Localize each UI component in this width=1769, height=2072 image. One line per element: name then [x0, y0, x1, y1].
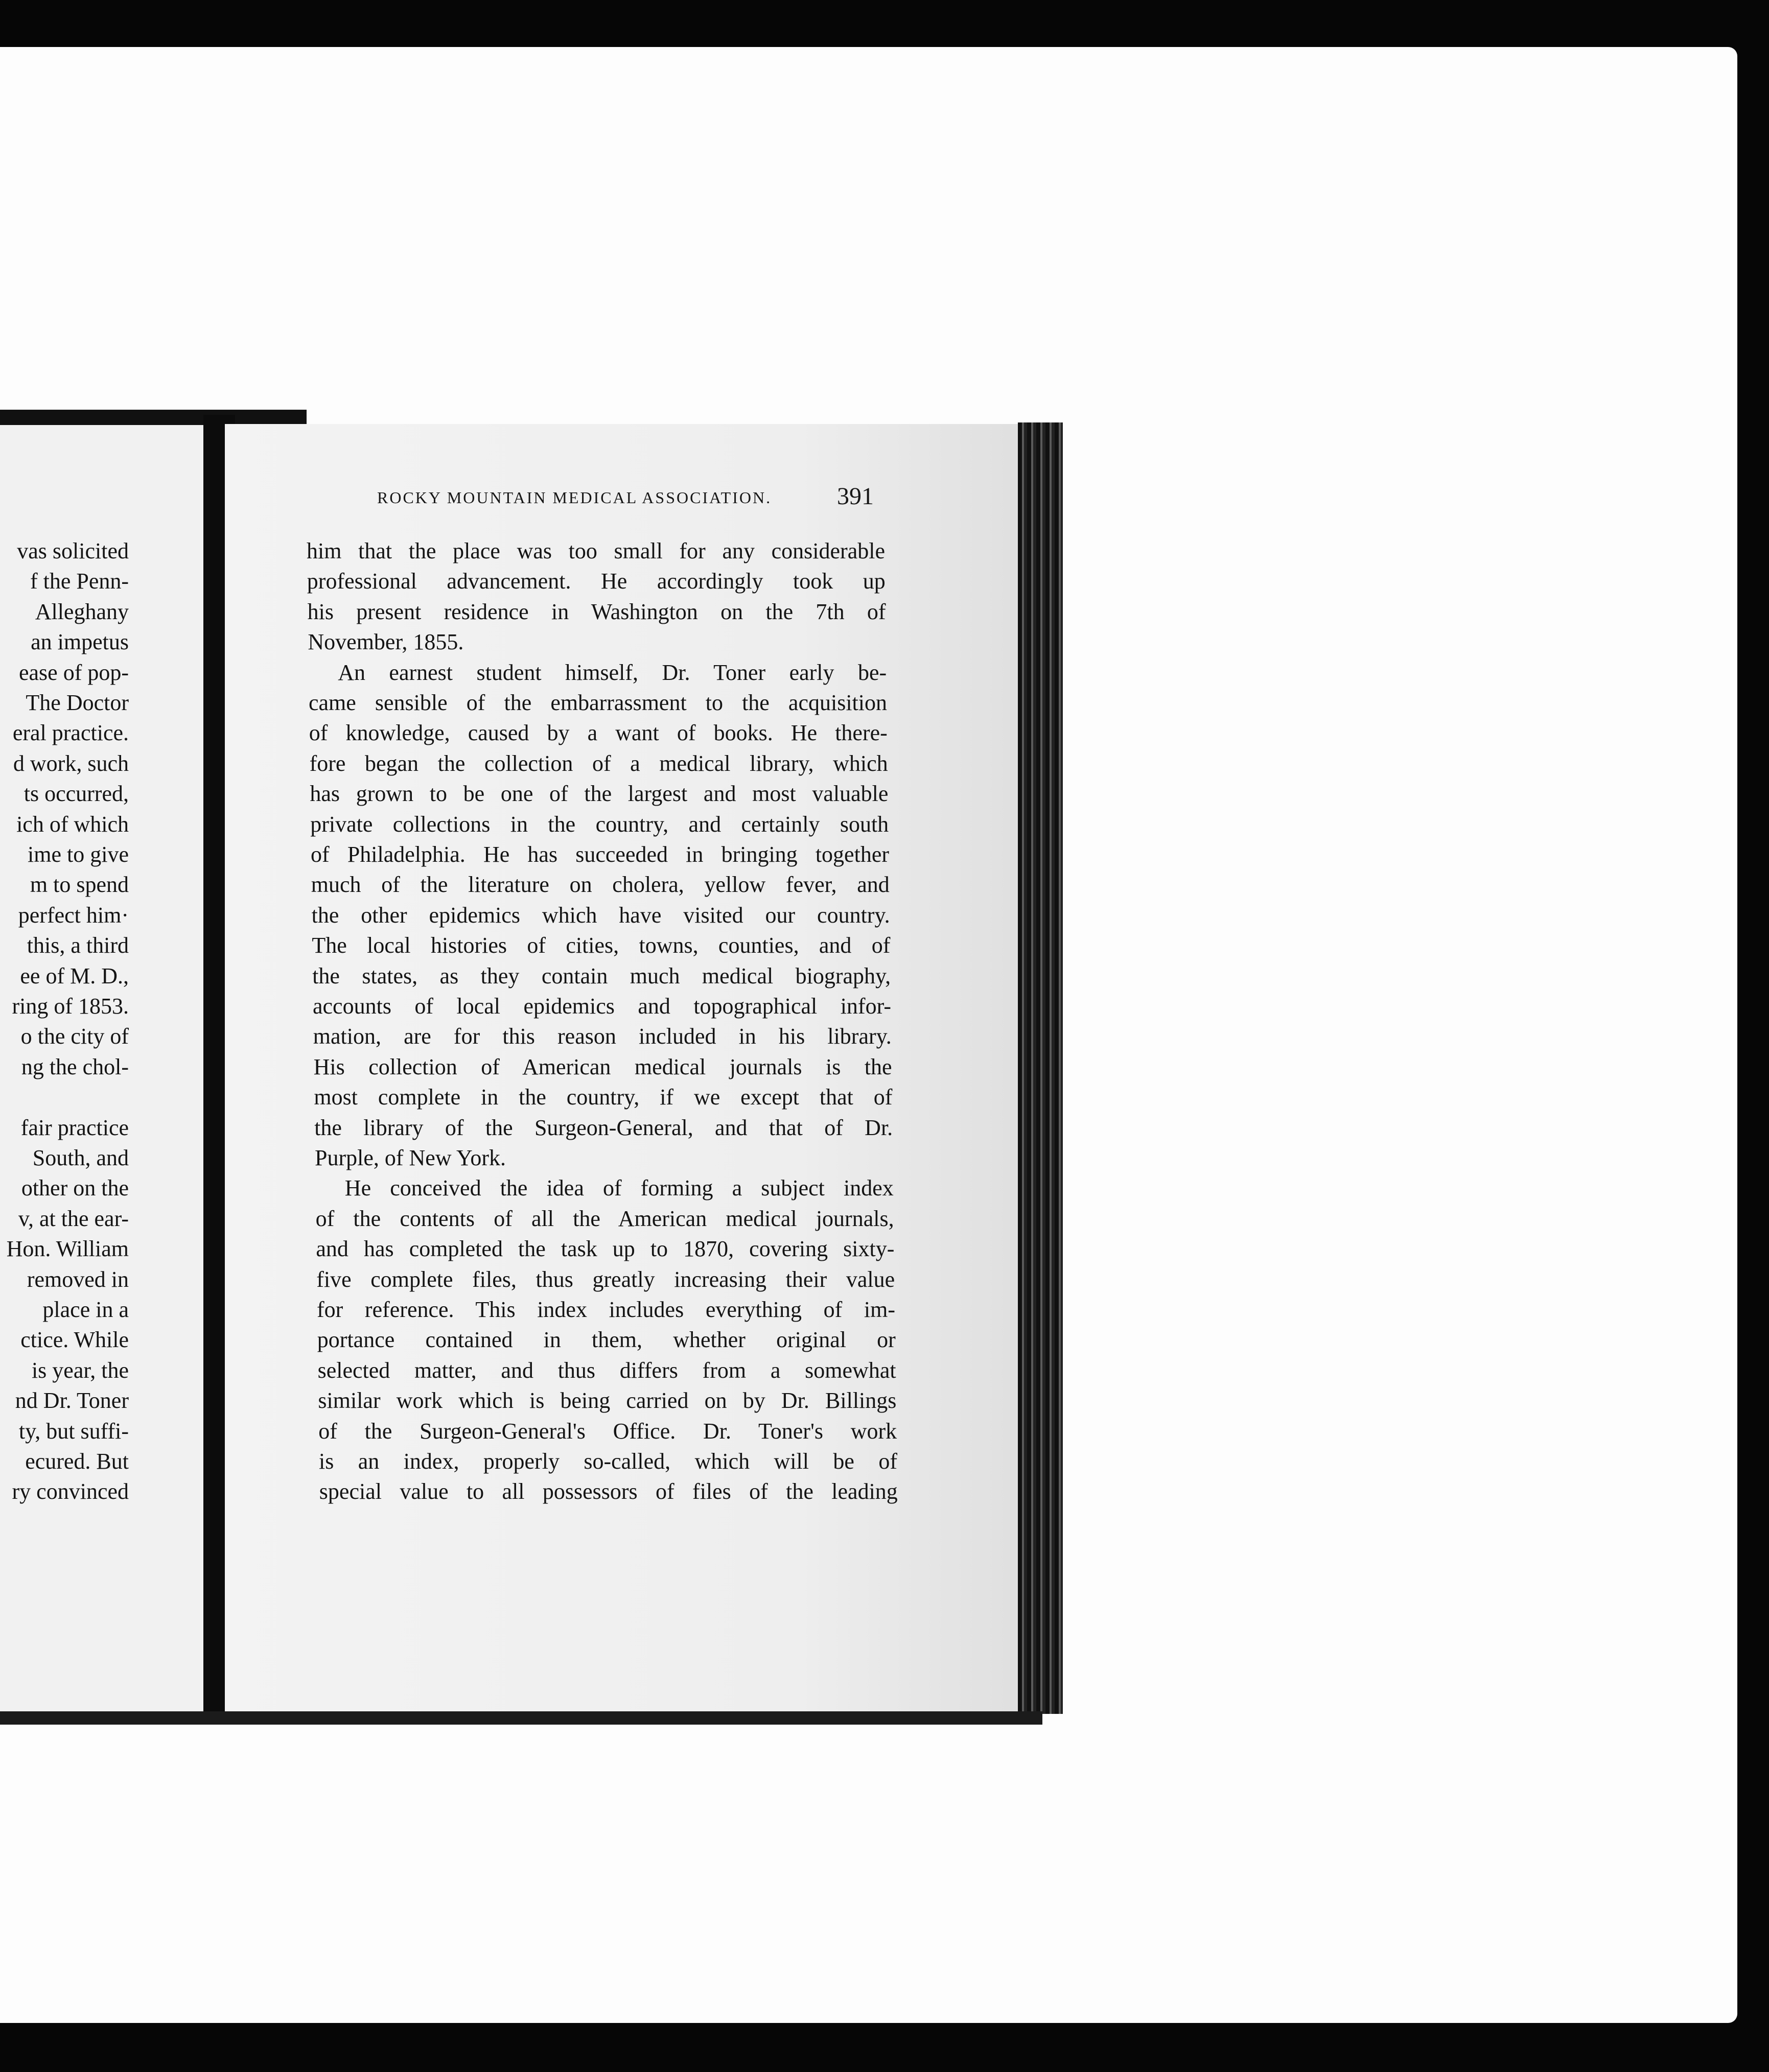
left-page-line: this, a third	[27, 933, 129, 958]
right-page-line: special value to all possessors of files of the leading	[319, 1479, 898, 1504]
right-page-line: private collections in the country, and certainly south	[310, 811, 889, 837]
right-page-line: An earnest student himself, Dr. Toner early be-	[338, 660, 887, 685]
left-page-line: ich of which	[16, 811, 129, 837]
left-page-line: v, at the ear-	[18, 1206, 129, 1231]
left-page-line: ee of M. D.,	[20, 963, 129, 988]
right-page-line: came sensible of the embarrassment to the acquisition	[309, 690, 887, 715]
right-page-line: He conceived the idea of forming a subject index	[344, 1175, 894, 1201]
right-page-line: is an index, properly so-called, which will be of	[319, 1449, 897, 1474]
right-page-line: of the Surgeon-General's Office. Dr. Toner's work	[318, 1418, 897, 1444]
left-page-line: ctice. While	[20, 1327, 129, 1353]
right-page-line: five complete files, thus greatly increasing their value	[316, 1266, 895, 1292]
left-page-line: is year, the	[31, 1357, 129, 1383]
left-page-line: Alleghany	[35, 599, 129, 624]
left-page-line: o the city of	[20, 1024, 129, 1049]
right-page-line: professional advancement. He accordingly took up	[307, 569, 886, 594]
left-page-line: an impetus	[31, 629, 129, 655]
left-page-line: eral practice.	[12, 720, 129, 746]
left-page-line: ring of 1853.	[12, 994, 129, 1019]
book-cover-bottom-edge	[0, 1711, 1042, 1725]
left-page-line: m to spend	[30, 872, 129, 898]
left-page-line: ime to give	[28, 842, 129, 867]
left-page-line: ease of pop-	[18, 660, 129, 685]
left-page-line: other on the	[21, 1175, 129, 1201]
right-page-line: of knowledge, caused by a want of books. He there-	[309, 720, 888, 746]
left-page-line: Hon. William	[6, 1236, 129, 1262]
left-page-line: fair practice	[20, 1115, 129, 1140]
right-page-line: portance contained in them, whether original or	[317, 1327, 896, 1353]
right-page-line: mation, are for this reason included in his library.	[313, 1024, 892, 1049]
left-page-line: place in a	[42, 1297, 129, 1322]
right-page-line: November, 1855.	[308, 629, 464, 655]
right-page-line: much of the literature on cholera, yellow fever, and	[311, 872, 890, 898]
right-page-line: him that the place was too small for any considerable	[307, 538, 885, 563]
left-page-line: f the Penn-	[30, 569, 129, 594]
left-page-line: ecured. But	[25, 1449, 129, 1474]
right-page-line: and has completed the task up to 1870, covering sixty-	[316, 1236, 895, 1262]
left-page-line: perfect him·	[18, 902, 129, 928]
left-page-line: The Doctor	[26, 690, 129, 715]
right-page-line: the other epidemics which have visited our country.	[311, 902, 890, 928]
left-page-line: removed in	[27, 1266, 129, 1292]
page-block-edge	[1018, 422, 1063, 1714]
right-page-line: his present residence in Washington on the 7th of	[307, 599, 886, 624]
right-page-line: accounts of local epidemics and topographical infor-	[313, 994, 891, 1019]
left-page-line: South, and	[32, 1145, 129, 1170]
right-page-line: selected matter, and thus differs from a somewhat	[317, 1357, 896, 1383]
right-page-line: similar work which is being carried on by Dr. Billings	[318, 1388, 897, 1414]
right-page-line: the states, as they contain much medical biography,	[312, 963, 891, 988]
left-page-line: vas solicited	[17, 538, 129, 563]
right-page-line: the library of the Surgeon-General, and that of Dr.	[314, 1115, 893, 1140]
right-page-line: most complete in the country, if we except that of	[314, 1085, 893, 1110]
left-page-line: ty, but suffi-	[18, 1418, 129, 1444]
left-page-line: ng the chol-	[21, 1054, 129, 1079]
book-cover-top-edge	[0, 410, 307, 425]
left-page-line: ry convinced	[12, 1479, 129, 1504]
right-page-line: for reference. This index includes everything of im-	[317, 1297, 895, 1322]
right-page-line: of Philadelphia. He has succeeded in bringing together	[311, 842, 889, 867]
right-page-line: The local histories of cities, towns, counties, and of	[312, 933, 891, 958]
page-number: 391	[837, 483, 874, 510]
right-page-line: of the contents of all the American medical journals,	[315, 1206, 894, 1231]
left-page-line: d work, such	[13, 750, 129, 776]
right-page-line: Purple, of New York.	[315, 1145, 506, 1170]
running-head: ROCKY MOUNTAIN MEDICAL ASSOCIATION.	[377, 488, 772, 507]
right-page-line: fore began the collection of a medical library, which	[309, 750, 888, 776]
right-page-line: has grown to be one of the largest and most valuable	[310, 781, 889, 807]
left-page-line: nd Dr. Toner	[15, 1388, 129, 1414]
left-page-line: ts occurred,	[24, 781, 129, 807]
right-page-line: His collection of American medical journals is the	[313, 1054, 892, 1079]
